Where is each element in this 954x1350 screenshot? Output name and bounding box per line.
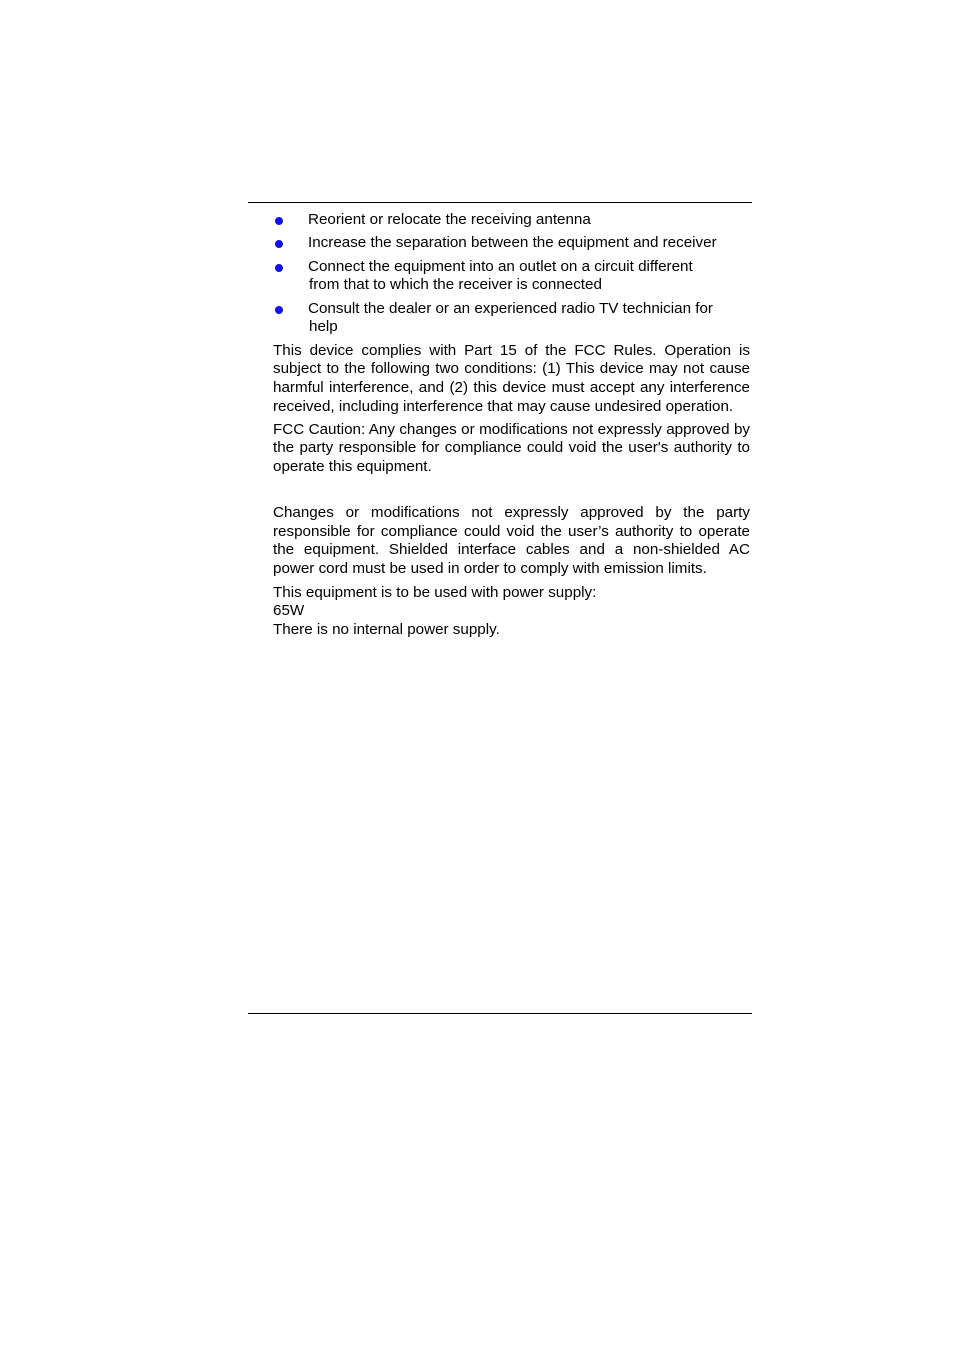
list-item: [273, 234, 750, 253]
header-rule: [248, 202, 752, 203]
internal-power-note: There is no internal power supply.: [273, 621, 500, 639]
list-item-text: Increase the separation between the equipment and receiver: [308, 234, 717, 252]
power-supply-wattage: 65W: [273, 602, 305, 620]
power-supply-statement: This equipment is to be used with power supply:: [273, 583, 597, 601]
bullet-icon: [275, 264, 283, 272]
bullet-icon: [275, 217, 283, 225]
power-supply-block: [273, 584, 750, 640]
list-item-text: Connect the equipment into an outlet on a circuit different: [308, 257, 693, 275]
list-item-text-continued: from that to which the receiver is connected: [309, 276, 602, 294]
footer-rule: [248, 1013, 752, 1014]
list-item-text-continued: help: [309, 318, 338, 336]
modifications-paragraph: Changes or modifications not expressly approved by the party responsible for compliance could void the user’s authority to operate the equipment. Shielded interface cables and a non-shielded AC power cord must be used in order to comply with emission limits.: [273, 504, 750, 577]
bullet-icon: [275, 306, 283, 314]
fcc-compliance-paragraph: This device complies with Part 15 of the FCC Rules. Operation is subject to the following two conditions: (1) This device may not cause harmful interference, and (2) this device must accept any interference received, including interference that may cause undesired operation.: [273, 341, 750, 415]
list-item: [273, 300, 750, 337]
list-item: [273, 211, 750, 230]
page-content: [273, 211, 750, 640]
list-item: [273, 258, 750, 295]
interference-remedies-list: [273, 211, 750, 337]
bullet-icon: [275, 240, 283, 248]
list-item-text: Consult the dealer or an experienced radio TV technician for: [308, 299, 713, 317]
fcc-caution-paragraph: FCC Caution: Any changes or modifications not expressly approved by the party responsible for compliance could void the user's authority to operate this equipment.: [273, 420, 750, 475]
list-item-text: Reorient or relocate the receiving antenna: [308, 211, 591, 228]
